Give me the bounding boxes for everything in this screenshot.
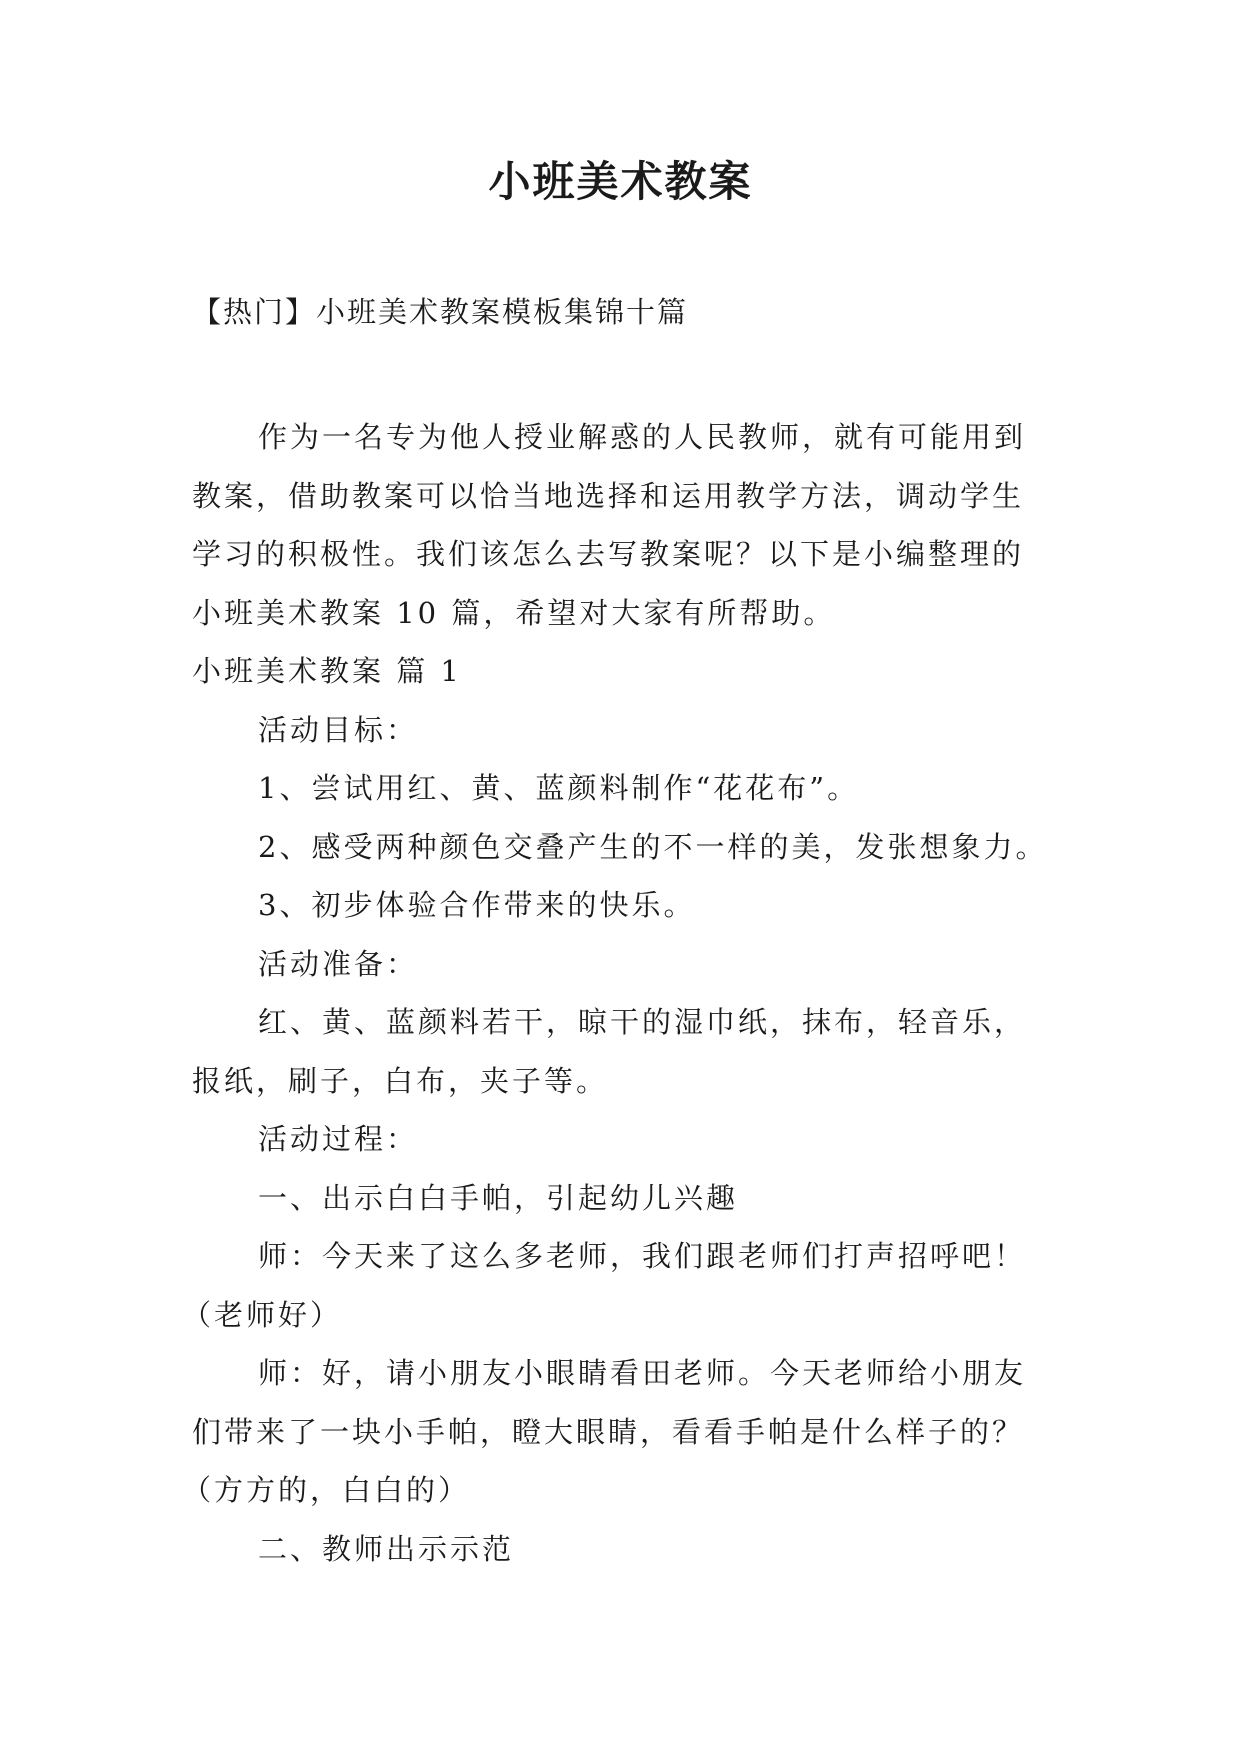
document-body <box>182 408 1092 1578</box>
paragraph-line: 一、出示白白手帕，引起幼儿兴趣 <box>258 1180 739 1215</box>
paragraph-line: 3、初步体验合作带来的快乐。 <box>258 888 696 922</box>
paragraph-line: 师：今天来了这么多老师，我们跟老师们打声招呼吧！ <box>258 1239 1027 1273</box>
paragraph-line: 教案，借助教案可以恰当地选择和运用教学方法，调动学生 <box>192 478 1025 513</box>
paragraph-line: 红、黄、蓝颜料若干，晾干的湿巾纸，抹布，轻音乐， <box>258 1005 1027 1039</box>
paragraph-line: 学习的积极性。我们该怎么去写教案呢？以下是小编整理的 <box>192 537 1025 571</box>
document-title: 小班美术教案 <box>488 157 753 206</box>
paragraph-line: 师：好，请小朋友小眼睛看田老师。今天老师给小朋友 <box>258 1356 1027 1390</box>
section-heading: 小班美术教案 篇 1 <box>192 654 462 688</box>
paragraph-line: 们带来了一块小手帕，瞪大眼睛，看看手帕是什么样子的？ <box>192 1414 1025 1449</box>
paragraph-line: 2、感受两种颜色交叠产生的不一样的美，发张想象力。 <box>258 829 1048 864</box>
paragraph-line: 二、教师出示示范 <box>258 1531 515 1566</box>
paragraph-line: （方方的，白白的） <box>182 1473 471 1507</box>
paragraph-line: 作为一名专为他人授业解惑的人民教师，就有可能用到 <box>258 420 1027 454</box>
paragraph-line: 报纸，刷子，白布，夹子等。 <box>192 1063 609 1098</box>
paragraph-line: 1、尝试用红、黄、蓝颜料制作“花花布”。 <box>258 771 860 805</box>
paragraph-line: 活动过程： <box>258 1122 419 1156</box>
paragraph-line: （老师好） <box>182 1297 343 1332</box>
document-subtitle: 【热门】小班美术教案模板集锦十篇 <box>192 295 689 329</box>
paragraph-line: 小班美术教案 10 篇，希望对大家有所帮助。 <box>192 595 836 630</box>
paragraph-line: 活动目标： <box>258 712 419 747</box>
paragraph-line: 活动准备： <box>258 946 419 981</box>
